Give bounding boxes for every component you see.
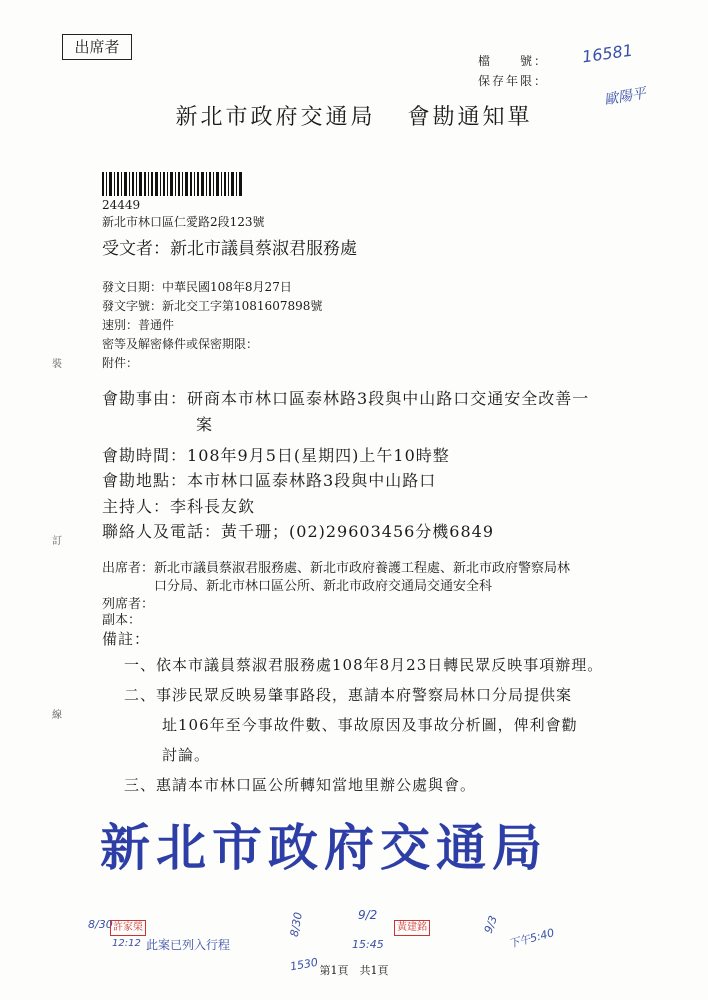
meta-value: 中華民國108年8月27日 <box>162 280 292 294</box>
place-value: 本市林口區泰林路3段與中山路口 <box>187 471 437 490</box>
attendees <box>102 557 570 576</box>
handwritten-note: 歐陽平 <box>603 85 648 109</box>
meta-line-date <box>102 278 292 295</box>
subject-line2: 案 <box>196 415 214 434</box>
postal-code: 24449 <box>102 198 141 212</box>
note-date-b: 8/30 <box>287 911 305 938</box>
host-value: 李科長友欽 <box>170 497 256 516</box>
handwritten-number: 16581 <box>580 40 634 67</box>
attendees-line2: 口分局、新北市林口區公所、新北市政府交通局交通安全科 <box>154 579 493 594</box>
note-date-a: 8/30 <box>88 918 113 931</box>
document-type: 會勘通知單 <box>407 105 533 130</box>
time-label: 會勘時間： <box>102 446 188 465</box>
copy-label: 副本： <box>102 613 142 628</box>
remark-item: 三、惠請本市林口區公所轉知當地里辦公處與會。 <box>124 776 477 794</box>
retention-label: 保存年限： <box>478 74 549 88</box>
subject-line1: 研商本市林口區泰林路3段與中山路口交通安全改善一 <box>187 389 590 408</box>
red-stamp: 黃建銘 <box>394 920 430 936</box>
remarks-label: 備註： <box>102 630 151 648</box>
meta-label: 發文字號： <box>102 299 163 313</box>
meta-line-secrecy <box>102 335 258 352</box>
place-label: 會勘地點： <box>102 471 188 490</box>
time-value: 108年9月5日(星期四)上午10時整 <box>187 446 450 465</box>
recipient <box>102 234 357 259</box>
attendees-line1: 新北市議員蔡淑君服務處、新北市政府養護工程處、新北市政府警察局林 <box>154 561 571 576</box>
red-stamp: 許家榮 <box>110 920 146 936</box>
note-time-d: 下午5:40 <box>507 926 556 951</box>
attendees-label: 出席者： <box>102 561 155 576</box>
remark-item: 一、依本市議員蔡淑君服務處108年8月23日轉民眾反映事項辦理。 <box>124 656 604 674</box>
binding-mark: 線 <box>52 710 62 721</box>
meta-label: 發文日期： <box>102 280 163 294</box>
recipient-value: 新北市議員蔡淑君服務處 <box>170 239 357 259</box>
meta-value: 普通件 <box>138 318 175 332</box>
observers-label: 列席者： <box>102 597 155 612</box>
meta-label: 速別： <box>102 318 139 332</box>
meta-line-attachment <box>102 354 138 371</box>
note-date-c: 9/2 <box>358 908 378 922</box>
meta-value: 新北交工字第1081607898號 <box>162 299 323 313</box>
contact-label: 聯絡人及電話： <box>102 522 222 541</box>
attendee-box: 出席者 <box>62 34 132 60</box>
note-time-b: 1530 <box>289 955 319 974</box>
meta-line-speed <box>102 316 174 333</box>
subject-label: 會勘事由： <box>102 389 188 408</box>
binding-mark: 訂 <box>52 536 62 547</box>
page-footer: 第1頁 共1頁 <box>319 964 389 977</box>
agency-stamp: 新北市政府交通局 <box>100 819 548 877</box>
document-title <box>0 100 708 131</box>
survey-contact <box>102 519 494 542</box>
meta-label: 密等及解密條件或保密期限： <box>102 337 259 351</box>
remark-item: 討論。 <box>162 746 211 764</box>
survey-host <box>102 494 255 517</box>
note-time-c: 15:45 <box>352 938 384 951</box>
meta-line-number <box>102 297 322 314</box>
remark-item: 址106年至今事故件數、事故原因及事故分析圖，俾利會勸 <box>162 716 578 734</box>
note-date-d: 9/3 <box>481 913 500 936</box>
contact-value: 黃千珊；(02)29603456分機6849 <box>221 522 495 541</box>
scheduled-note: 此案已列入行程 <box>146 938 231 952</box>
survey-time <box>102 443 450 466</box>
survey-subject <box>102 386 589 409</box>
note-time-a: 12:12 <box>112 938 141 949</box>
meta-label: 附件： <box>102 356 139 370</box>
file-number-label: 檔 號： <box>478 54 549 68</box>
remark-item: 二、事涉民眾反映易肇事路段，惠請本府警察局林口分局提供案 <box>124 686 573 704</box>
binding-mark: 裝 <box>52 359 62 370</box>
barcode-icon <box>102 172 242 196</box>
recipient-label: 受文者： <box>102 239 170 259</box>
agency-name: 新北市政府交通局 <box>175 105 376 130</box>
street-address: 新北市林口區仁愛路2段123號 <box>102 215 265 229</box>
host-label: 主持人： <box>102 497 171 516</box>
survey-place <box>102 468 436 491</box>
